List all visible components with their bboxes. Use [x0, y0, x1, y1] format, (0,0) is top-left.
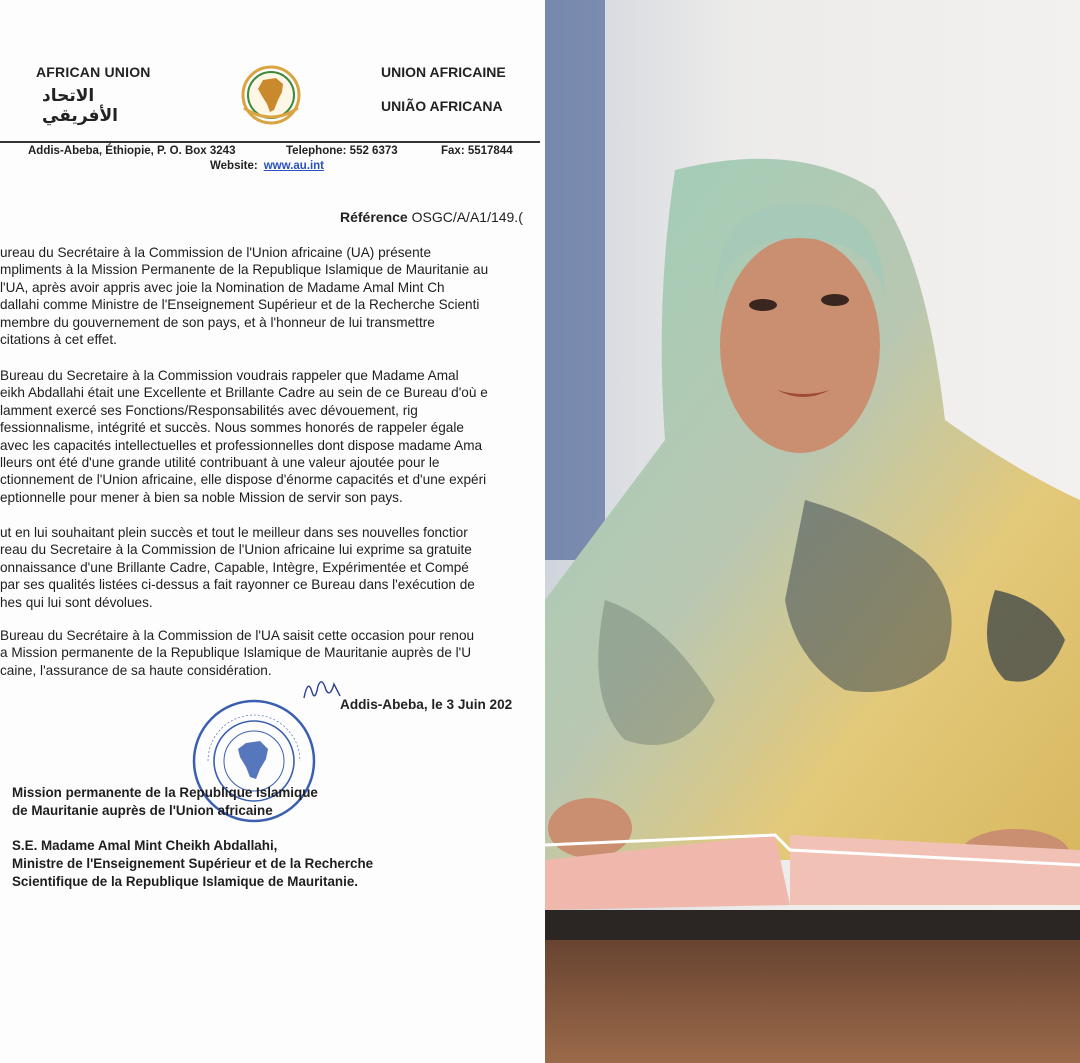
body-line: fessionnalisme, intégrité et succès. Nous sommes honorés de rappeler égale — [0, 420, 464, 436]
body-line: dallahi comme Ministre de l'Enseignement Supérieur et de la Recherche Scienti — [0, 297, 480, 313]
body-line: membre du gouvernement de son pays, et à l'honneur de lui transmettre — [0, 314, 435, 330]
org-name-ar: الاتحاد الأفريقي — [42, 86, 119, 126]
body-line: caine, l'assurance de sa haute considération. — [0, 662, 272, 678]
recipient-line: de Mauritanie auprès de l'Union africaine — [12, 803, 273, 818]
recipient-mission — [12, 784, 318, 820]
letterhead-right — [381, 64, 541, 114]
body-line: avec les capacités intellectuelles et professionnelles dont dispose madame Ama — [0, 437, 483, 453]
body-line: par ses qualités listées ci-dessus a fait rayonner ce Bureau dans l'exécution de — [0, 577, 475, 593]
header-divider — [0, 141, 540, 143]
body-line: ureau du Secrétaire à la Commission de l'Union africaine (UA) présente — [0, 245, 432, 260]
website-line — [210, 160, 324, 172]
org-name-pt: UNIÃO AFRICANA — [381, 98, 503, 114]
body-line: onnaissance d'une Brillante Cadre, Capable, Intègre, Expérimentée et Compé — [0, 559, 469, 575]
body-line: eptionnelle pour mener à bien sa noble Mission de servir son pays. — [0, 489, 403, 505]
paragraph-4 — [0, 627, 540, 679]
recipient-line: S.E. Madame Amal Mint Cheikh Abdallahi, — [12, 838, 278, 853]
recipient-line: Scientifique de la Republique Islamique de Mauritanie. — [12, 874, 358, 889]
body-line: ut en lui souhaitant plein succès et tout le meilleur dans ses nouvelles fonctior — [0, 525, 468, 540]
body-line: lleurs ont été d'une grande utilité contribuant à une valeur ajoutée pour le — [0, 455, 440, 471]
body-line: eikh Abdallahi était une Excellente et Brillante Cadre au sein de ce Bureau d'où e — [0, 385, 488, 401]
body-line: Bureau du Secrétaire à la Commission de l'UA saisit cette occasion pour renou — [0, 628, 475, 643]
portrait-illustration — [545, 0, 1080, 1063]
website-label: Website: — [210, 160, 258, 172]
telephone: Telephone: 552 6373 — [286, 145, 398, 157]
paragraph-2 — [0, 367, 540, 506]
paragraph-1 — [0, 244, 540, 348]
body-line: l'UA, après avoir appris avec joie la Nomination de Madame Amal Mint Ch — [0, 279, 445, 295]
org-name-en: AFRICAN UNION — [36, 64, 151, 80]
website-link[interactable]: www.au.int — [263, 160, 324, 172]
org-name-fr: UNION AFRICAINE — [381, 64, 506, 80]
recipient-line: Mission permanente de la Republique Islamique — [12, 785, 318, 800]
portrait-photo — [545, 0, 1080, 1063]
african-union-logo — [236, 64, 306, 126]
body-line: ctionnement de l'Union africaine, elle dispose d'énorme capacités et d'une expéri — [0, 472, 487, 488]
reference-value: OSGC/A/A1/149.( — [411, 209, 523, 225]
recipient-minister — [12, 837, 373, 891]
paragraph-3 — [0, 524, 540, 611]
reference-label: Référence — [340, 209, 408, 225]
fax: Fax: 5517844 — [441, 145, 513, 157]
body-line: lamment exercé ses Fonctions/Responsabilités avec dévouement, rig — [0, 402, 418, 418]
letterhead-left — [36, 64, 176, 126]
body-line: mpliments à la Mission Permanente de la Republique Islamique de Mauritanie au — [0, 262, 489, 278]
body-line: Bureau du Secretaire à la Commission voudrais rappeler que Madame Amal — [0, 368, 459, 383]
reference-line — [340, 209, 523, 225]
body-line: citations à cet effet. — [0, 332, 117, 348]
letter-date: Addis-Abeba, le 3 Juin 202 — [340, 697, 513, 712]
address: Addis-Abeba, Éthiopie, P. O. Box 3243 — [28, 145, 236, 157]
body-line: hes qui lui sont dévolues. — [0, 594, 153, 610]
recipient-line: Ministre de l'Enseignement Supérieur et de la Recherche — [12, 856, 374, 871]
body-line: a Mission permanente de la Republique Islamique de Mauritanie auprès de l'U — [0, 645, 472, 661]
body-line: reau du Secretaire à la Commission de l'Union africaine lui exprime sa gratuite — [0, 542, 472, 558]
